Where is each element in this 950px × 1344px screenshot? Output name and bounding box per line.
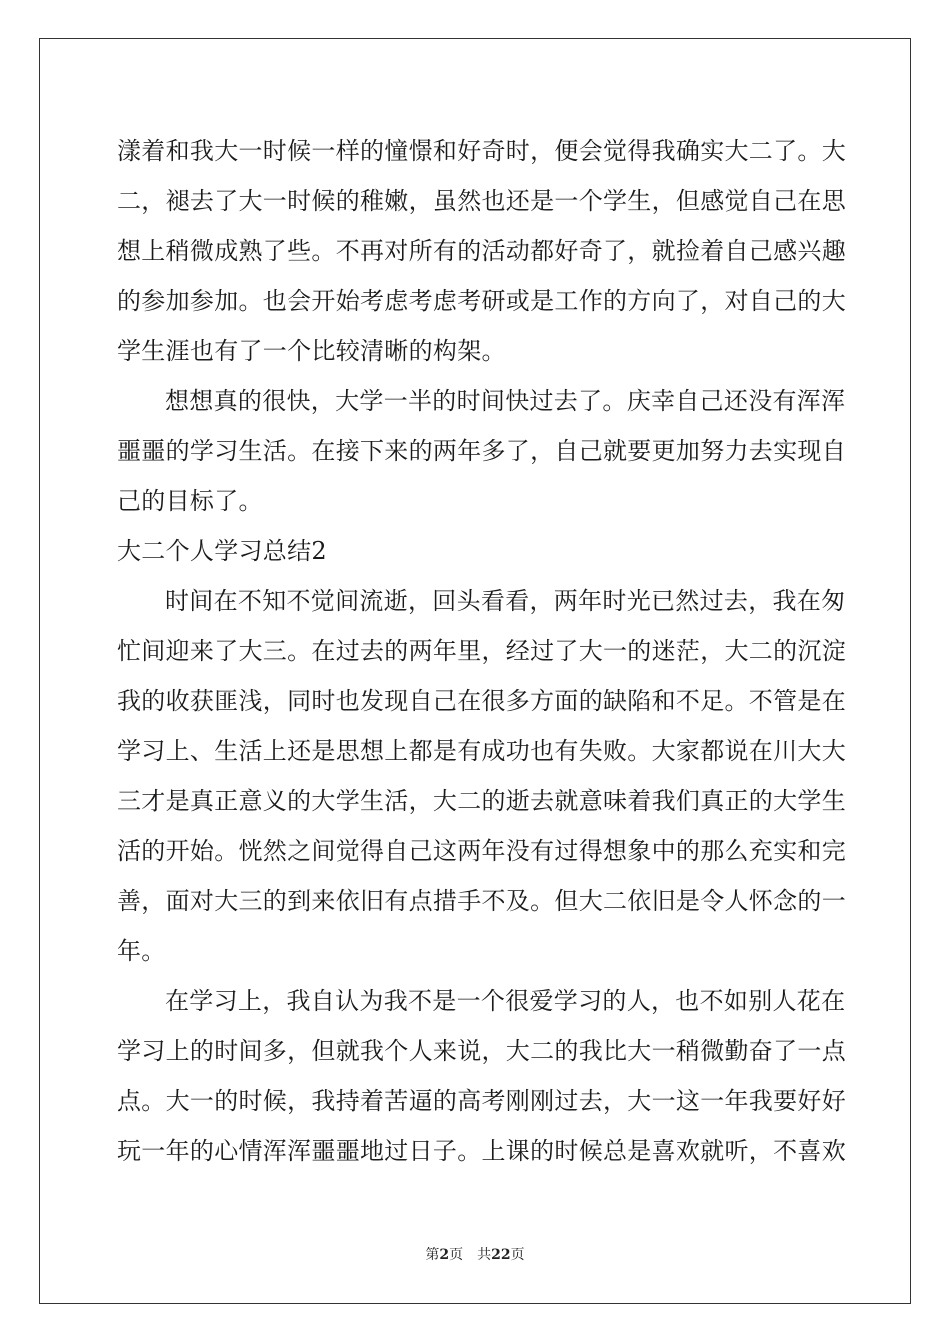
text-line: 年。 [117,937,166,965]
footer-prefix: 第 [425,1247,440,1263]
text-line: 噩噩的学习生活。在接下来的两年多了，自己就要更加努力去实现自 [117,437,846,465]
text-line: 我的收获匪浅，同时也发现自己在很多方面的缺陷和不足。不管是在 [117,687,846,715]
text-line: 善，面对大三的到来依旧有点措手不及。但大二依旧是令人怀念的一 [117,887,846,915]
text-line: 学习上、生活上还是思想上都是有成功也有失败。大家都说在川大大 [117,737,846,765]
text-line: 学习上的时间多，但就我个人来说，大二的我比大一稍微勤奋了一点 [117,1037,846,1065]
text-line: 漾着和我大一时候一样的憧憬和好奇时，便会觉得我确实大二了。大 [117,137,846,165]
text-line: 三才是真正意义的大学生活，大二的逝去就意味着我们真正的大学生 [117,787,846,815]
footer-middle: 页 共 [449,1247,492,1263]
text-line: 学生涯也有了一个比较清晰的构架。 [117,337,506,365]
paragraph-first-line: 时间在不知不觉间流逝，回头看看，两年时光已然过去，我在匆 [165,587,846,615]
text-line: 玩一年的心情浑浑噩噩地过日子。上课的时候总是喜欢就听，不喜欢 [117,1137,846,1165]
current-page-number: 2 [439,1247,450,1263]
paragraph-first-line: 在学习上，我自认为我不是一个很爱学习的人，也不如别人花在 [165,987,846,1015]
text-line: 二，褪去了大一时候的稚嫩，虽然也还是一个学生，但感觉自己在思 [117,187,846,215]
page-footer [0,1246,950,1264]
text-line: 想上稍微成熟了些。不再对所有的活动都好奇了，就捡着自己感兴趣 [117,237,846,265]
text-line: 忙间迎来了大三。在过去的两年里，经过了大一的迷茫，大二的沉淀 [117,637,846,665]
paragraph-first-line: 想想真的很快，大学一半的时间快过去了。庆幸自己还没有浑浑 [165,387,846,415]
text-line: 己的目标了。 [117,487,263,515]
text-line: 点。大一的时候，我持着苦逼的高考刚刚过去，大一这一年我要好好 [117,1087,846,1115]
footer-suffix: 页 [510,1247,525,1263]
total-page-count: 22 [491,1247,511,1263]
text-line: 的参加参加。也会开始考虑考虑考研或是工作的方向了，对自己的大 [117,287,846,315]
text-line: 活的开始。恍然之间觉得自己这两年没有过得想象中的那么充实和完 [117,837,846,865]
section-heading: 大二个人学习总结2 [117,537,327,565]
